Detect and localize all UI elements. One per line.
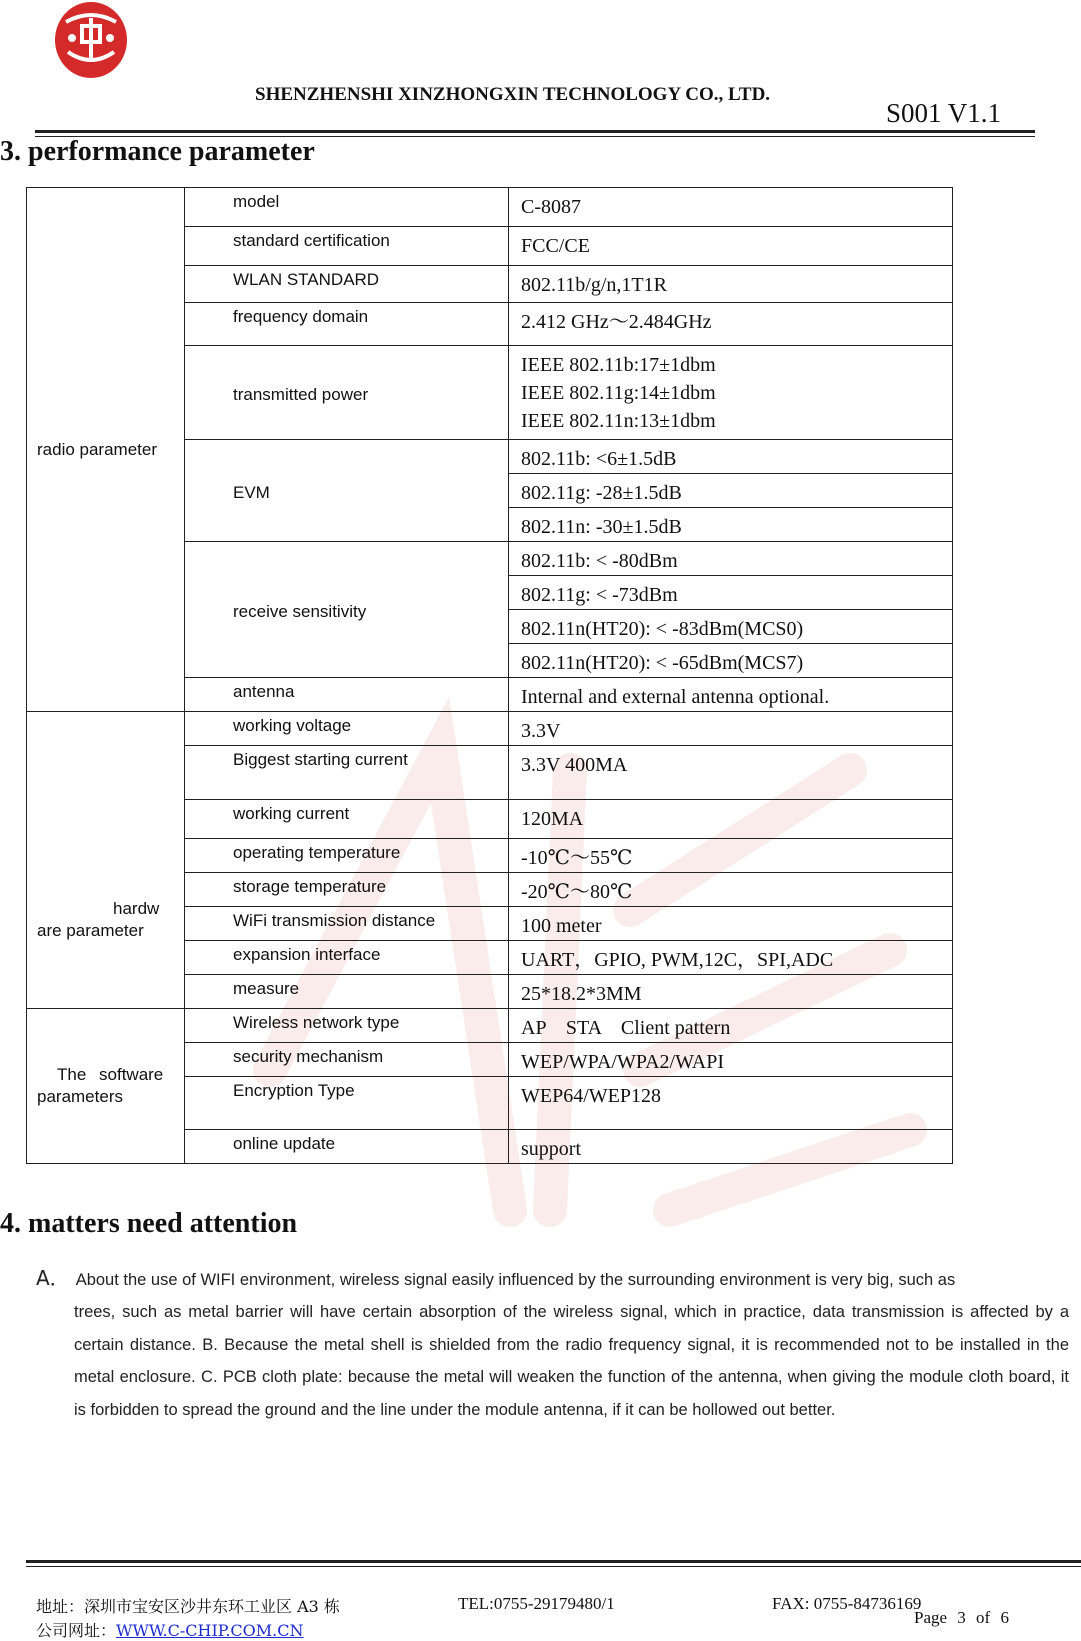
row-value-power: [509, 346, 953, 440]
row-value-encryption: WEP64/WEP128: [509, 1077, 953, 1130]
row-value-online-update: support: [509, 1130, 953, 1164]
row-value-antenna: Internal and external antenna optional.: [509, 678, 953, 712]
group-label: are parameter: [37, 921, 144, 940]
group-label: parameters: [37, 1087, 123, 1106]
document-version: S001 V1.1: [886, 98, 1002, 128]
row-label-working-voltage: working voltage: [185, 712, 509, 746]
footer-rule-thin: [26, 1566, 1081, 1567]
row-value-evm: 802.11g: -28±1.5dB: [509, 474, 953, 508]
row-value-evm: 802.11n: -30±1.5dB: [509, 508, 953, 542]
section-title-performance: 3. performance parameter: [0, 136, 315, 167]
power-line: IEEE 802.11g:14±1dbm: [521, 382, 716, 404]
row-value-expansion-interface: UART，GPIO, PWM,12C，SPI,ADC: [509, 941, 953, 975]
footer-website: [36, 1618, 303, 1641]
group-software-parameters: [27, 1009, 185, 1164]
row-value-receive-sensitivity: 802.11n(HT20): < -65dBm(MCS7): [509, 644, 953, 678]
row-label-encryption: Encryption Type: [185, 1077, 509, 1130]
list-marker: A．: [36, 1266, 70, 1290]
row-label-starting-current: Biggest starting current: [185, 746, 509, 800]
row-value-model: C-8087: [509, 188, 953, 227]
row-label-operating-temperature: operating temperature: [185, 839, 509, 873]
footer-website-label: 公司网址：: [36, 1621, 117, 1640]
row-label-frequency: frequency domain: [185, 303, 509, 346]
section-title-attention: 4. matters need attention: [0, 1208, 298, 1239]
row-value-storage-temperature: -20℃～80℃: [509, 873, 953, 907]
power-line: IEEE 802.11n:13±1dbm: [521, 410, 716, 432]
company-logo: [52, 0, 130, 80]
row-label-network-type: Wireless network type: [185, 1009, 509, 1043]
footer-website-link[interactable]: WWW.C-CHIP.COM.CN: [116, 1621, 304, 1640]
table-row: [27, 1009, 953, 1043]
group-label: The software: [57, 1065, 164, 1084]
group-label: hardw: [113, 899, 160, 918]
attention-paragraph: [36, 1262, 1069, 1426]
row-label-antenna: antenna: [185, 678, 509, 712]
row-value-transmission-distance: 100 meter: [509, 907, 953, 941]
row-label-online-update: online update: [185, 1130, 509, 1164]
page-number: Page 3 of 6: [914, 1608, 1009, 1627]
header-rule: [35, 130, 1035, 133]
row-label-measure: measure: [185, 975, 509, 1009]
row-value-security: WEP/WPA/WPA2/WAPI: [509, 1043, 953, 1077]
table-row: [27, 188, 953, 227]
row-value-operating-temperature: -10℃～55℃: [509, 839, 953, 873]
footer-rule: [26, 1560, 1081, 1563]
performance-parameter-table: [26, 187, 953, 1164]
row-label-storage-temperature: storage temperature: [185, 873, 509, 907]
row-value-measure: 25*18.2*3MM: [509, 975, 953, 1009]
row-label-evm: EVM: [185, 440, 509, 542]
group-radio-parameter: [27, 188, 185, 712]
row-label-security: security mechanism: [185, 1043, 509, 1077]
row-value-certification: FCC/CE: [509, 227, 953, 266]
attention-body: trees, such as metal barrier will have certain absorption of the wireless signal, which in practice, data transmission is affected by a certain distance. B. Because the metal shell is shielded from the radio frequency signal, it is recommended not to be installed in the metal enclosure. C. PCB cloth plate: because the metal will weaken the function of the antenna, when giving the module cloth board, it is forbidden to spread the ground and the line under the module antenna, if it can be hollowed out better.: [74, 1303, 1069, 1419]
row-label-power: transmitted power: [185, 346, 509, 440]
company-name: SHENZHENSHI XINZHONGXIN TECHNOLOGY CO., LTD.: [255, 84, 771, 105]
row-label-certification: standard certification: [185, 227, 509, 266]
row-value-receive-sensitivity: 802.11b: < -80dBm: [509, 542, 953, 576]
row-value-frequency: 2.412 GHz～2.484GHz: [509, 303, 953, 346]
row-label-model: model: [185, 188, 509, 227]
row-value-receive-sensitivity: 802.11g: < -73dBm: [509, 576, 953, 610]
row-label-wlan: WLAN STANDARD: [185, 266, 509, 303]
row-label-expansion-interface: expansion interface: [185, 941, 509, 975]
table-row: [27, 712, 953, 746]
attention-first-line-text: About the use of WIFI environment, wireless signal easily influenced by the surrounding environment is very big, such as: [75, 1271, 956, 1289]
power-line: IEEE 802.11b:17±1dbm: [521, 354, 716, 376]
footer-tel: TEL:0755-29179480/1: [458, 1594, 615, 1613]
attention-first-line: [36, 1262, 1069, 1296]
row-value-wlan: 802.11b/g/n,1T1R: [509, 266, 953, 303]
row-value-working-current: 120MA: [509, 800, 953, 839]
row-label-transmission-distance: WiFi transmission distance: [185, 907, 509, 941]
row-value-evm: 802.11b: <6±1.5dB: [509, 440, 953, 474]
row-value-working-voltage: 3.3V: [509, 712, 953, 746]
group-hardware-parameter: [27, 712, 185, 1009]
row-label-working-current: working current: [185, 800, 509, 839]
row-label-receive-sensitivity: receive sensitivity: [185, 542, 509, 678]
group-label: radio parameter: [37, 439, 158, 459]
footer-address: 地址：深圳市宝安区沙井东环工业区 A3 栋: [36, 1597, 340, 1616]
row-value-network-type: AP STA Client pattern: [509, 1009, 953, 1043]
row-value-starting-current: 3.3V 400MA: [509, 746, 953, 800]
footer-fax: FAX: 0755-84736169: [772, 1594, 922, 1613]
row-value-receive-sensitivity: 802.11n(HT20): < -83dBm(MCS0): [509, 610, 953, 644]
